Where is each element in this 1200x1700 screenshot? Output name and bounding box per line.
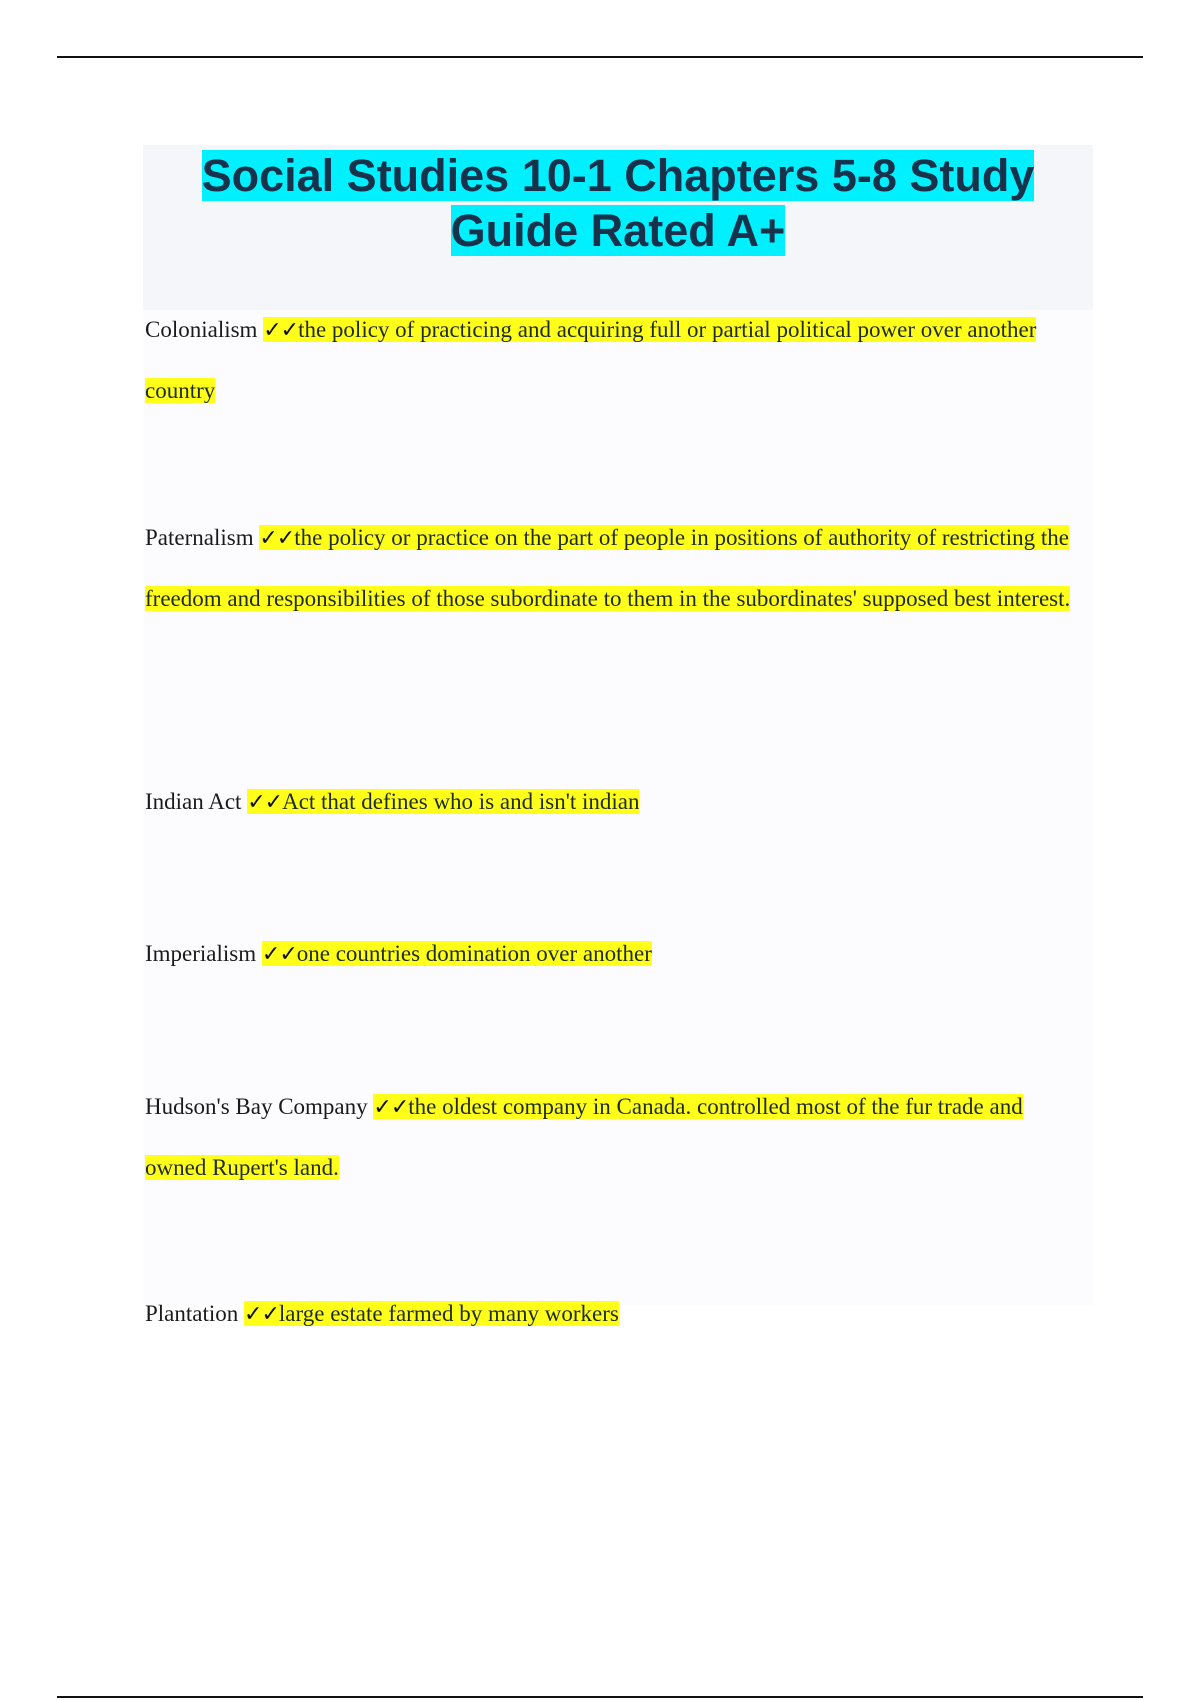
entry-definition-highlight (262, 941, 652, 966)
double-check-icon: ✓✓ (247, 790, 283, 815)
double-check-icon: ✓✓ (259, 526, 295, 551)
entry-definition: the policy of practicing and acquiring full or partial political power over another country (145, 317, 1037, 403)
double-check-icon: ✓✓ (261, 942, 297, 967)
top-rule (57, 56, 1143, 58)
entry-term: Hudson's Bay Company (145, 1094, 368, 1119)
entry-term: Plantation (145, 1301, 239, 1326)
glossary-entry-paternalism (145, 508, 1085, 629)
glossary-entry-imperialism (145, 924, 1085, 985)
entry-definition: large estate farmed by many workers (278, 1301, 619, 1326)
entry-term: Indian Act (145, 789, 242, 814)
entry-term: Colonialism (145, 317, 258, 342)
document-title (143, 148, 1093, 258)
bottom-rule (57, 1696, 1143, 1698)
glossary-entry-colonialism (145, 300, 1085, 421)
entry-definition: the oldest company in Canada. controlled most of the fur trade and owned Rupert's land. (145, 1094, 1023, 1180)
title-block (143, 145, 1093, 310)
entry-definition: one countries domination over another (296, 941, 652, 966)
double-check-icon: ✓✓ (373, 1095, 409, 1120)
entry-definition: the policy or practice on the part of people in positions of authority of restricting the freedom and responsibilities of those subordinate to them in the subordinates' supposed best interest. (145, 525, 1071, 611)
glossary-entry-plantation (145, 1284, 1085, 1345)
entry-definition-highlight (244, 1301, 619, 1326)
glossary-entry-hudsons-bay-company (145, 1077, 1085, 1198)
double-check-icon: ✓✓ (263, 318, 299, 343)
entry-term: Paternalism (145, 525, 254, 550)
entry-definition-highlight (145, 317, 1036, 403)
entry-definition-highlight (247, 789, 639, 814)
glossary-entry-indian-act (145, 772, 1085, 833)
entry-definition-highlight (145, 525, 1070, 611)
document-title-text: Social Studies 10-1 Chapters 5-8 Study Guide Rated A+ (201, 150, 1035, 256)
entry-term: Imperialism (145, 941, 257, 966)
entry-definition: Act that defines who is and isn't indian (282, 789, 640, 814)
double-check-icon: ✓✓ (244, 1302, 279, 1327)
